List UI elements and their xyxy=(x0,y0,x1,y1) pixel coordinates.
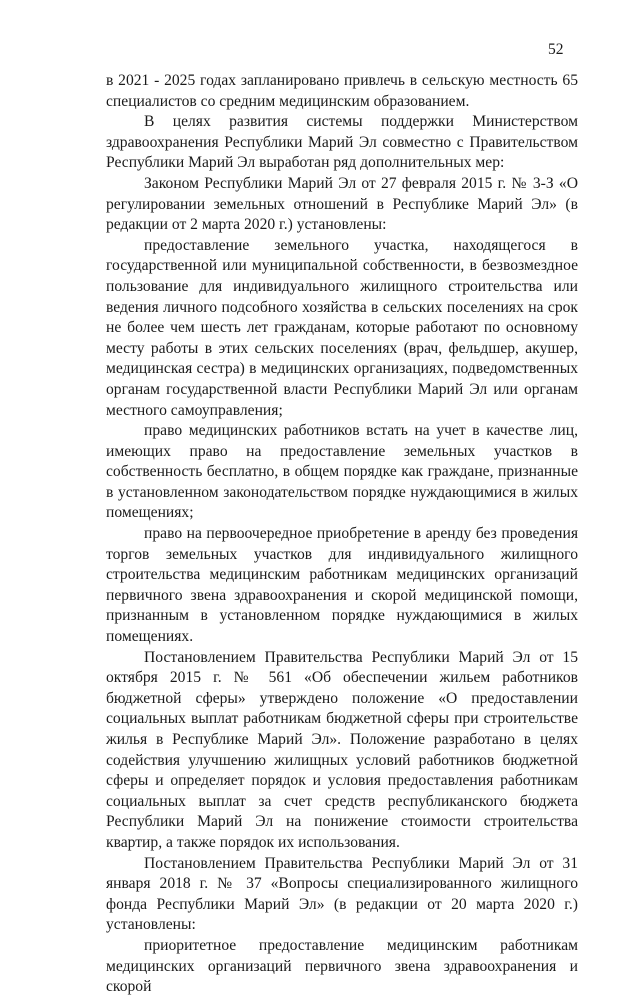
paragraph-7: Постановлением Правительства Республики Марий Эл от 15 октября 2015 г. № 561 «Об обеспечении жильем работников бюджетной сферы» утверждено положение «О предоставлении социальных выплат работникам бюджетной сферы при строительстве жилья в Республике Марий Эл». Положение разработано в целях содействия улучшению жилищных условий работников бюджетной сферы и определяет порядок и условия предоставления работникам социальных выплат за счет средств республиканского бюджета Республики Марий Эл на понижение стоимости строительства квартир, а также порядок их использования. xyxy=(106,648,578,851)
document-body xyxy=(106,71,578,998)
paragraph-2: В целях развития системы поддержки Министерством здравоохранения Республики Марий Эл совместно с Правительством Республики Марий Эл выработан ряд дополнительных мер: xyxy=(106,113,578,172)
paragraph-8: Постановлением Правительства Республики Марий Эл от 31 января 2018 г. № 37 «Вопросы специализированного жилищного фонда Республики Марий Эл» (в редакции от 20 марта 2020 г.) установлены: xyxy=(106,854,578,934)
paragraph-6: право на первоочередное приобретение в аренду без проведения торгов земельных участков для индивидуального жилищного строительства медицинским работникам медицинских организаций первичного звена здравоохранения и скорой медицинской помощи, признанным в установленном порядке нуждающимися в жилых помещениях. xyxy=(106,525,578,646)
paragraph-3: Законом Республики Марий Эл от 27 февраля 2015 г. № 3-З «О регулировании земельных отношений в Республике Марий Эл» (в редакции от 2 марта 2020 г.) установлены: xyxy=(106,174,578,234)
paragraph-4: предоставление земельного участка, находящегося в государственной или муниципальной собственности, в безвозмездное пользование для индивидуального жилищного строительства или ведения личного подсобного хозяйства в сельских поселениях на срок не более чем шесть лет гражданам, которые работают по основному месту работы в этих сельских поселениях (врач, фельдшер, акушер, медицинская сестра) в медицинских организациях, подведомственных органам государственной власти Республики Марий Эл или органам местного самоуправления; xyxy=(106,236,578,419)
paragraph-9: приоритетное предоставление медицинским работникам медицинских организаций первичного звена здравоохранения и скорой xyxy=(106,936,578,996)
paragraph-1: в 2021 - 2025 годах запланировано привлечь в сельскую местность 65 специалистов со средним медицинским образованием. xyxy=(106,72,578,110)
paragraph-5: право медицинских работников встать на учет в качестве лиц, имеющих право на предоставление земельных участков в собственность бесплатно, в общем порядке как граждане, признанные в установленном законодательством порядке нуждающимися в жилых помещениях; xyxy=(106,422,578,522)
page-number: 52 xyxy=(548,41,564,58)
